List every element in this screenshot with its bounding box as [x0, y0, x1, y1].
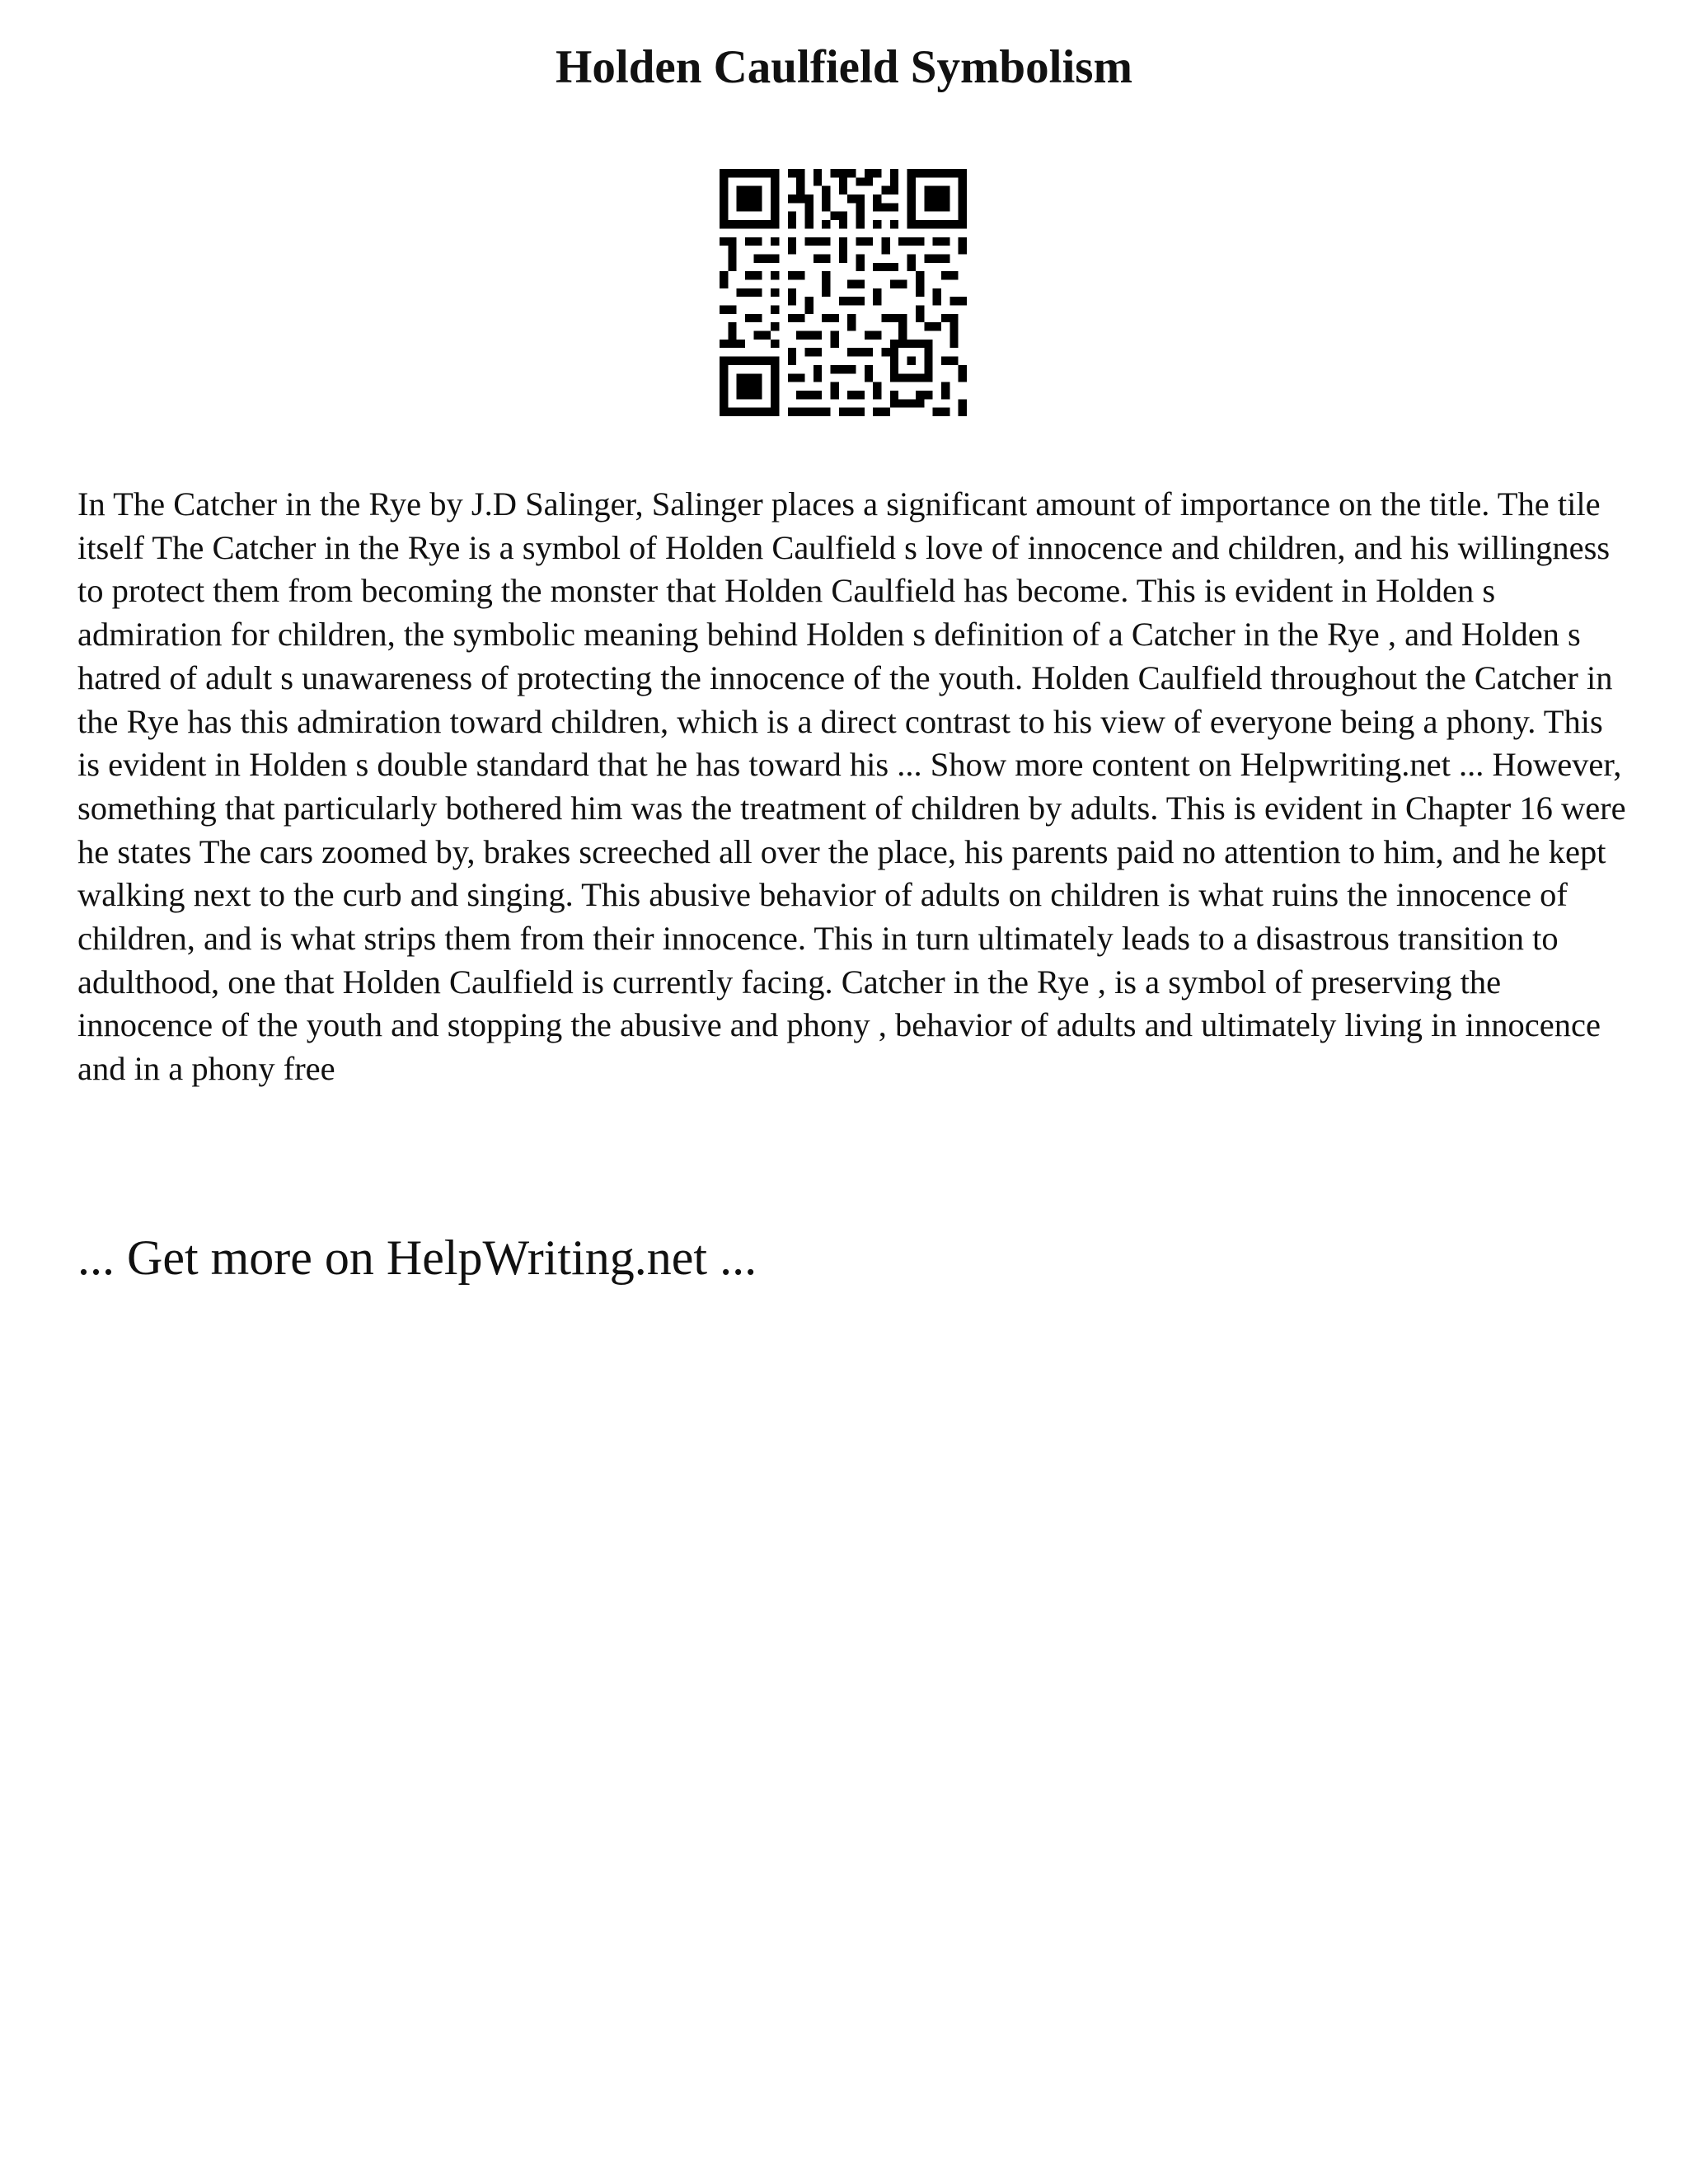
page-title: Holden Caulfield Symbolism: [556, 41, 1132, 93]
qr-code-icon: [720, 169, 967, 416]
essay-excerpt: In The Catcher in the Rye by J.D Salinger, Salinger places a significant amount of importance on the title. The tile itself The Catcher in the Rye is a symbol of Holden Caulfield s love of innocence and children, and his willingness to protect them from becoming the monster that Holden Caulfield has become. This is evident in Holden s admiration for children, the symbolic meaning behind Holden s definition of a Catcher in the Rye , and Holden s hatred of adult s unawareness of protecting the innocence of the youth. Holden Caulfield throughout the Catcher in the Rye has this admiration toward children, which is a direct contrast to his view of everyone being a phony. This is evident in Holden s double standard that he has toward his ... Show more content on Helpwriting.net ... However, something that particularly bothered him was the treatment of children by adults. This is evident in Chapter 16 were he states The cars zoomed by, brakes screeched all over the place, his parents paid no attention to him, and he kept walking next to the curb and singing. This abusive behavior of adults on children is what ruins the innocence of children, and is what strips them from their innocence. This in turn ultimately leads to a disastrous transition to adulthood, one that Holden Caulfield is currently facing. Catcher in the Rye , is a symbol of preserving the innocence of the youth and stopping the abusive and phony , behavior of adults and ultimately living in innocence and in a phony free: [77, 485, 1626, 1088]
get-more-link[interactable]: ... Get more on HelpWriting.net ...: [77, 1230, 757, 1285]
